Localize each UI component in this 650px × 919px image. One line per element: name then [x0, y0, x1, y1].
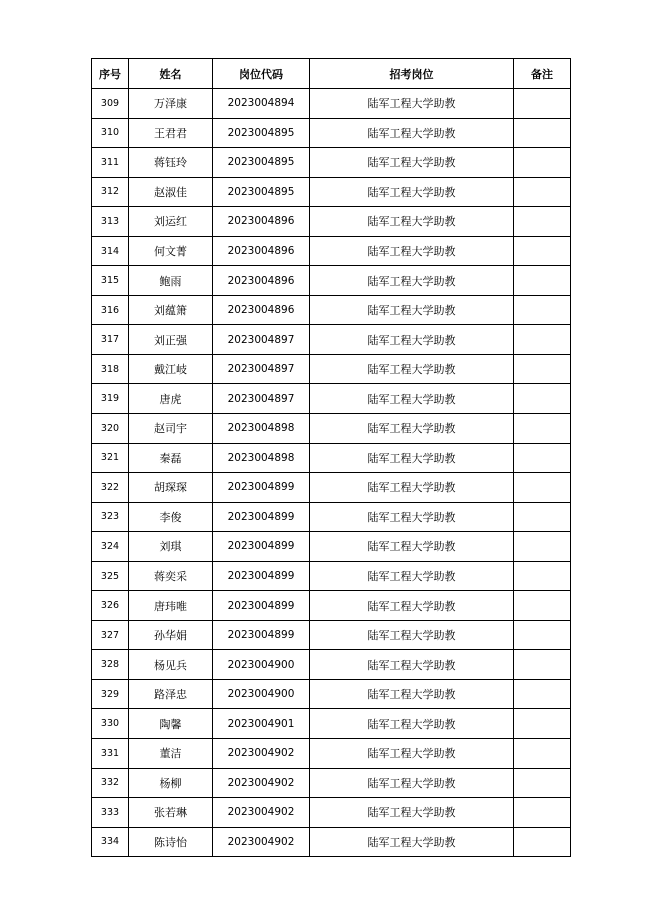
- position-code-cell: 2023004901: [213, 709, 310, 739]
- serial-number-cell: 315: [92, 266, 129, 296]
- position-code-cell: 2023004896: [213, 266, 310, 296]
- recruitment-position-cell: 陆军工程大学助教: [310, 739, 514, 769]
- position-code-cell: 2023004895: [213, 177, 310, 207]
- serial-number-cell: 314: [92, 236, 129, 266]
- remarks-cell: [514, 827, 571, 857]
- serial-number-cell: 321: [92, 443, 129, 473]
- name-cell: 董洁: [129, 739, 213, 769]
- position-code-cell: 2023004900: [213, 650, 310, 680]
- table-row: [92, 118, 571, 148]
- header-position-code: 岗位代码: [213, 59, 310, 89]
- table-row: [92, 709, 571, 739]
- position-code-cell: 2023004898: [213, 414, 310, 444]
- position-code-cell: 2023004899: [213, 561, 310, 591]
- name-cell: 蒋奕采: [129, 561, 213, 591]
- position-code-cell: 2023004896: [213, 207, 310, 237]
- recruitment-position-cell: 陆军工程大学助教: [310, 266, 514, 296]
- serial-number-cell: 330: [92, 709, 129, 739]
- table-row: [92, 414, 571, 444]
- table-row: [92, 177, 571, 207]
- header-row: [92, 59, 571, 89]
- remarks-cell: [514, 620, 571, 650]
- table-row: [92, 325, 571, 355]
- table-row: [92, 768, 571, 798]
- remarks-cell: [514, 650, 571, 680]
- remarks-cell: [514, 502, 571, 532]
- serial-number-cell: 326: [92, 591, 129, 621]
- position-code-cell: 2023004896: [213, 295, 310, 325]
- serial-number-cell: 325: [92, 561, 129, 591]
- table-header: [92, 59, 571, 89]
- recruitment-position-cell: 陆军工程大学助教: [310, 620, 514, 650]
- name-cell: 赵司宇: [129, 414, 213, 444]
- table-body: [92, 89, 571, 857]
- serial-number-cell: 309: [92, 89, 129, 119]
- position-code-cell: 2023004899: [213, 502, 310, 532]
- position-code-cell: 2023004902: [213, 739, 310, 769]
- position-code-cell: 2023004896: [213, 236, 310, 266]
- name-cell: 王君君: [129, 118, 213, 148]
- name-cell: 李俊: [129, 502, 213, 532]
- name-cell: 刘运红: [129, 207, 213, 237]
- table-row: [92, 384, 571, 414]
- name-cell: 蒋钰玲: [129, 148, 213, 178]
- position-code-cell: 2023004898: [213, 443, 310, 473]
- serial-number-cell: 310: [92, 118, 129, 148]
- position-code-cell: 2023004899: [213, 620, 310, 650]
- remarks-cell: [514, 236, 571, 266]
- remarks-cell: [514, 266, 571, 296]
- serial-number-cell: 323: [92, 502, 129, 532]
- serial-number-cell: 313: [92, 207, 129, 237]
- remarks-cell: [514, 207, 571, 237]
- table-row: [92, 679, 571, 709]
- serial-number-cell: 333: [92, 798, 129, 828]
- recruitment-position-cell: 陆军工程大学助教: [310, 443, 514, 473]
- name-cell: 刘琪: [129, 532, 213, 562]
- header-name: 姓名: [129, 59, 213, 89]
- serial-number-cell: 324: [92, 532, 129, 562]
- position-code-cell: 2023004897: [213, 384, 310, 414]
- name-cell: 鲍雨: [129, 266, 213, 296]
- recruitment-position-cell: 陆军工程大学助教: [310, 354, 514, 384]
- table-row: [92, 739, 571, 769]
- table-row: [92, 148, 571, 178]
- position-code-cell: 2023004897: [213, 354, 310, 384]
- remarks-cell: [514, 177, 571, 207]
- serial-number-cell: 317: [92, 325, 129, 355]
- name-cell: 何文菁: [129, 236, 213, 266]
- recruitment-position-cell: 陆军工程大学助教: [310, 236, 514, 266]
- table-row: [92, 207, 571, 237]
- recruitment-position-cell: 陆军工程大学助教: [310, 325, 514, 355]
- remarks-cell: [514, 798, 571, 828]
- serial-number-cell: 319: [92, 384, 129, 414]
- recruitment-position-cell: 陆军工程大学助教: [310, 768, 514, 798]
- table-row: [92, 798, 571, 828]
- remarks-cell: [514, 325, 571, 355]
- position-code-cell: 2023004902: [213, 798, 310, 828]
- remarks-cell: [514, 768, 571, 798]
- recruitment-position-cell: 陆军工程大学助教: [310, 502, 514, 532]
- recruitment-position-cell: 陆军工程大学助教: [310, 561, 514, 591]
- remarks-cell: [514, 561, 571, 591]
- position-code-cell: 2023004897: [213, 325, 310, 355]
- table-row: [92, 502, 571, 532]
- recruitment-position-cell: 陆军工程大学助教: [310, 384, 514, 414]
- recruitment-position-cell: 陆军工程大学助教: [310, 591, 514, 621]
- name-cell: 万泽康: [129, 89, 213, 119]
- remarks-cell: [514, 739, 571, 769]
- name-cell: 张若琳: [129, 798, 213, 828]
- table-row: [92, 89, 571, 119]
- table-row: [92, 354, 571, 384]
- name-cell: 秦磊: [129, 443, 213, 473]
- name-cell: 孙华娟: [129, 620, 213, 650]
- serial-number-cell: 316: [92, 295, 129, 325]
- name-cell: 陈诗怡: [129, 827, 213, 857]
- name-cell: 胡琛琛: [129, 473, 213, 503]
- remarks-cell: [514, 709, 571, 739]
- serial-number-cell: 318: [92, 354, 129, 384]
- remarks-cell: [514, 295, 571, 325]
- recruitment-position-cell: 陆军工程大学助教: [310, 679, 514, 709]
- recruitment-position-cell: 陆军工程大学助教: [310, 148, 514, 178]
- header-serial-number: 序号: [92, 59, 129, 89]
- name-cell: 杨柳: [129, 768, 213, 798]
- serial-number-cell: 328: [92, 650, 129, 680]
- position-code-cell: 2023004895: [213, 118, 310, 148]
- name-cell: 陶馨: [129, 709, 213, 739]
- position-code-cell: 2023004900: [213, 679, 310, 709]
- header-recruitment-position: 招考岗位: [310, 59, 514, 89]
- recruitment-position-cell: 陆军工程大学助教: [310, 89, 514, 119]
- serial-number-cell: 322: [92, 473, 129, 503]
- position-code-cell: 2023004902: [213, 768, 310, 798]
- table-row: [92, 650, 571, 680]
- position-code-cell: 2023004902: [213, 827, 310, 857]
- serial-number-cell: 311: [92, 148, 129, 178]
- name-cell: 杨见兵: [129, 650, 213, 680]
- table-row: [92, 473, 571, 503]
- table-row: [92, 295, 571, 325]
- name-cell: 刘蕴箫: [129, 295, 213, 325]
- recruitment-position-cell: 陆军工程大学助教: [310, 798, 514, 828]
- serial-number-cell: 334: [92, 827, 129, 857]
- table-row: [92, 591, 571, 621]
- remarks-cell: [514, 148, 571, 178]
- position-code-cell: 2023004894: [213, 89, 310, 119]
- serial-number-cell: 331: [92, 739, 129, 769]
- table-row: [92, 561, 571, 591]
- remarks-cell: [514, 89, 571, 119]
- position-code-cell: 2023004899: [213, 532, 310, 562]
- table-row: [92, 620, 571, 650]
- serial-number-cell: 327: [92, 620, 129, 650]
- recruitment-position-cell: 陆军工程大学助教: [310, 473, 514, 503]
- serial-number-cell: 329: [92, 679, 129, 709]
- remarks-cell: [514, 679, 571, 709]
- position-code-cell: 2023004899: [213, 473, 310, 503]
- table-row: [92, 236, 571, 266]
- position-code-cell: 2023004899: [213, 591, 310, 621]
- table-row: [92, 266, 571, 296]
- name-cell: 刘正强: [129, 325, 213, 355]
- recruitment-position-cell: 陆军工程大学助教: [310, 118, 514, 148]
- table-row: [92, 443, 571, 473]
- remarks-cell: [514, 473, 571, 503]
- name-cell: 唐玮唯: [129, 591, 213, 621]
- remarks-cell: [514, 591, 571, 621]
- recruitment-roster-table: [91, 58, 571, 857]
- remarks-cell: [514, 384, 571, 414]
- serial-number-cell: 332: [92, 768, 129, 798]
- recruitment-position-cell: 陆军工程大学助教: [310, 295, 514, 325]
- remarks-cell: [514, 443, 571, 473]
- remarks-cell: [514, 414, 571, 444]
- recruitment-position-cell: 陆军工程大学助教: [310, 207, 514, 237]
- remarks-cell: [514, 118, 571, 148]
- position-code-cell: 2023004895: [213, 148, 310, 178]
- recruitment-position-cell: 陆军工程大学助教: [310, 532, 514, 562]
- table-row: [92, 827, 571, 857]
- recruitment-position-cell: 陆军工程大学助教: [310, 650, 514, 680]
- serial-number-cell: 312: [92, 177, 129, 207]
- remarks-cell: [514, 354, 571, 384]
- name-cell: 路泽忠: [129, 679, 213, 709]
- recruitment-position-cell: 陆军工程大学助教: [310, 414, 514, 444]
- recruitment-position-cell: 陆军工程大学助教: [310, 177, 514, 207]
- table-row: [92, 532, 571, 562]
- name-cell: 赵淑佳: [129, 177, 213, 207]
- header-remarks: 备注: [514, 59, 571, 89]
- serial-number-cell: 320: [92, 414, 129, 444]
- recruitment-position-cell: 陆军工程大学助教: [310, 709, 514, 739]
- name-cell: 戴江岐: [129, 354, 213, 384]
- name-cell: 唐虎: [129, 384, 213, 414]
- remarks-cell: [514, 532, 571, 562]
- recruitment-position-cell: 陆军工程大学助教: [310, 827, 514, 857]
